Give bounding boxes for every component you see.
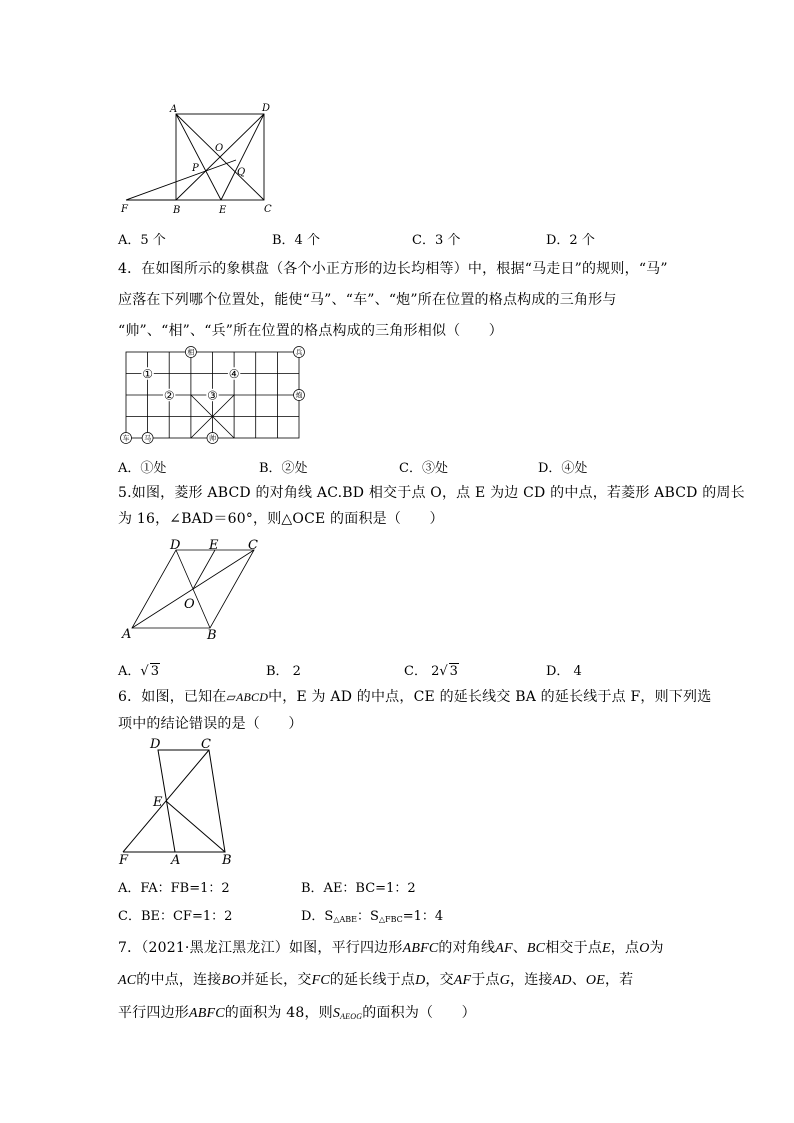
label-f: F	[119, 853, 129, 868]
label-a: A	[171, 853, 181, 868]
svg-text:相: 相	[187, 348, 195, 357]
q5-option-c-radicand: 3	[449, 664, 458, 679]
q6-text-line-2: 项中的结论错误的是（ ）	[118, 716, 303, 732]
q7-t: 的面积为（ ）	[362, 1005, 476, 1021]
piece-shuai	[207, 433, 218, 444]
label-f: F	[121, 204, 128, 215]
q7-var: AF	[453, 973, 472, 988]
label-o: O	[215, 143, 224, 154]
segment-oe	[193, 550, 215, 589]
q6-option-c[interactable]: C．BE：CF=1：2	[118, 909, 233, 924]
q7-t: 的对角线	[438, 940, 496, 956]
q5-text-line-2: 为 16，∠BAD＝60°，则△OCE 的面积是（ ）	[118, 511, 444, 527]
mark-3	[206, 388, 218, 402]
sqrt-symbol: √ 3	[439, 664, 458, 679]
q7-text-line-2	[118, 969, 633, 989]
q7-var: FC	[311, 973, 330, 988]
chess-board	[118, 344, 318, 444]
label-d: D	[262, 103, 271, 114]
q7-var: O	[639, 941, 650, 956]
line-fq	[126, 160, 236, 200]
label-b: B	[222, 853, 232, 868]
piece-xiang	[185, 347, 196, 358]
svg-text:①: ①	[142, 366, 153, 381]
label-a: A	[170, 104, 178, 115]
q7-t: 的面积为 48，则	[224, 1005, 333, 1021]
label-e: E	[219, 205, 227, 216]
q7-t: ，点	[610, 940, 640, 956]
q7-t: ，交	[425, 972, 454, 988]
svg-text:帅: 帅	[209, 434, 216, 443]
label-a: A	[122, 627, 132, 642]
q5-option-a[interactable]	[118, 660, 160, 679]
q7-var: AD	[552, 973, 572, 988]
q6-text-a: 6．如图，已知在	[118, 689, 227, 705]
q3-option-b[interactable]: B．4 个	[272, 233, 320, 248]
q7-var: OE	[585, 973, 605, 988]
q5-option-a-prefix: A．	[118, 664, 141, 679]
parallelogram-abcd	[158, 750, 225, 852]
q4-option-d[interactable]: D．④处	[538, 461, 588, 476]
piece-ma	[142, 433, 153, 444]
q4-text-line-3: “帅”、“相”、“兵”所在位置的格点构成的三角形相似（ ）	[118, 323, 503, 339]
q6-option-d-sub2: △FBC	[378, 915, 403, 924]
label-c: C	[248, 538, 258, 553]
q7-var: BC	[526, 941, 546, 956]
label-d: D	[170, 538, 181, 553]
q6-option-d[interactable]	[301, 905, 443, 924]
q5-option-b[interactable]: B． 2	[266, 664, 301, 679]
q3-option-a[interactable]: A．5 个	[118, 233, 166, 248]
label-p: P	[192, 163, 199, 174]
q6-option-a[interactable]: A．FA：FB=1：2	[118, 881, 230, 896]
parallelogram-symbol: ▱ABCD	[226, 690, 269, 704]
q7-t: 并延长，交	[240, 972, 312, 988]
q3-option-c[interactable]: C．3 个	[412, 233, 461, 248]
q7-var: ABFC	[189, 1006, 225, 1021]
label-e: E	[153, 795, 163, 810]
q4-text-line-2: 应落在下列哪个位置处，能使“马”、“车”、“炮”所在位置的格点构成的三角形与	[118, 292, 617, 308]
q7-var: G	[499, 973, 511, 988]
q7-t: 为	[649, 940, 664, 956]
q7-t: 平行四边形	[118, 1005, 189, 1021]
q5-option-c-prefix: C． 2	[404, 664, 440, 679]
mark-2	[163, 388, 175, 402]
q7-t: 相交于点	[545, 940, 603, 956]
q4-option-b[interactable]: B．②处	[259, 461, 308, 476]
piece-pao	[294, 390, 305, 401]
line-ae	[176, 114, 224, 200]
q7-var: ABFC	[402, 941, 439, 956]
q7-t: 、	[571, 972, 586, 988]
q4-option-a[interactable]: A．①处	[118, 461, 167, 476]
q6-text-b: 中，E 为 AD 的中点，CE 的延长线交 BA 的延长线于点 F，则下列选	[268, 689, 712, 705]
label-d: D	[150, 737, 161, 752]
q7-text-line-1	[118, 937, 664, 957]
sqrt-symbol: √ 3	[140, 664, 159, 679]
q7-t: 的延长线于点	[329, 972, 416, 988]
svg-text:④: ④	[228, 366, 240, 381]
svg-text:兵: 兵	[295, 348, 303, 357]
piece-che	[121, 433, 132, 444]
label-c: C	[264, 204, 272, 215]
label-o: O	[184, 597, 195, 612]
q7-var: D	[415, 973, 426, 988]
q4-text-line-1: 4．在如图所示的象棋盘（各个小正方形的边长均相等）中，根据“马走日”的规则，“马”	[118, 261, 668, 277]
piece-bing	[294, 347, 305, 358]
q7-t: 的中点，连接	[136, 972, 222, 988]
q6-text-line-1	[118, 686, 711, 706]
q7-var: AC	[118, 973, 137, 988]
mark-4	[228, 367, 240, 381]
q5-option-a-radicand: 3	[150, 664, 159, 679]
label-c: C	[201, 737, 211, 752]
q7-t: 于点	[471, 972, 500, 988]
q6-option-d-pre: D．S	[301, 909, 334, 924]
q6-figure	[115, 736, 245, 866]
svg-text:马: 马	[144, 434, 152, 443]
label-b: B	[173, 205, 181, 216]
q6-option-d-sub1: △ABE	[333, 915, 357, 924]
line-de	[221, 114, 264, 200]
label-q: Q	[237, 167, 246, 178]
q7-t: 7．（2021·黑龙江黑龙江）如图，平行四边形	[118, 940, 403, 956]
q5-text-line-1: 5.如图，菱形 ABCD 的对角线 AC.BD 相交于点 O，点 E 为边 CD 的中点，若菱形 ABCD 的周长	[118, 485, 745, 501]
label-e: E	[209, 538, 219, 553]
line-eb	[166, 801, 225, 852]
q7-text-line-3	[118, 1002, 476, 1022]
q5-option-c[interactable]	[404, 660, 459, 679]
q5-rhombus-figure	[118, 536, 268, 646]
svg-text:③: ③	[207, 388, 218, 403]
q7-t: ，连接	[510, 972, 553, 988]
q4-option-c[interactable]: C．③处	[399, 461, 448, 476]
q7-var: E	[602, 941, 611, 956]
q7-t: ，若	[604, 972, 634, 988]
q3-option-d[interactable]: D．2 个	[546, 233, 595, 248]
q6-option-b[interactable]: B．AE：BC=1：2	[301, 881, 416, 896]
q7-t: 、	[512, 940, 527, 956]
q7-var: S	[332, 1006, 341, 1021]
q7-subscript: AEOG	[340, 1012, 363, 1021]
q6-option-d-mid: ：S	[357, 909, 379, 924]
svg-text:②: ②	[163, 388, 175, 403]
q6-option-d-post: =1：4	[402, 909, 444, 924]
q5-option-d[interactable]: D． 4	[546, 664, 582, 679]
q7-var: BO	[221, 973, 241, 988]
q3-figure	[118, 102, 278, 217]
mark-1	[141, 367, 153, 381]
q7-var: AF	[495, 941, 513, 956]
svg-text:炮: 炮	[295, 391, 303, 400]
svg-text:车: 车	[122, 434, 130, 443]
label-b: B	[207, 628, 217, 643]
